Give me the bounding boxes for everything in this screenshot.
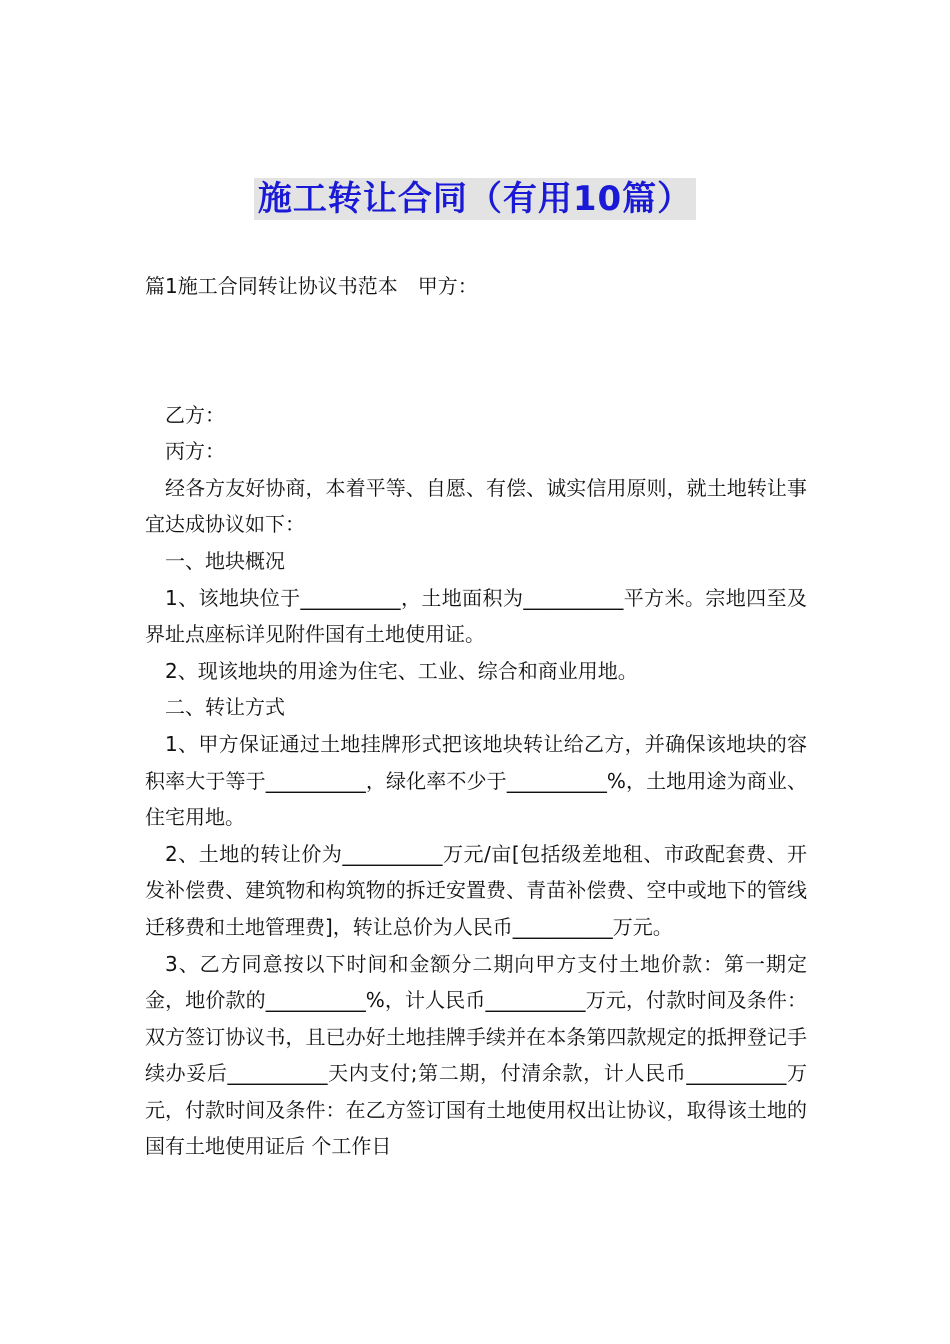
clause-2-2: 2、土地的转让价为__________万元/亩[包括级差地租、市政配套费、开发补偿费、建筑物和构筑物的拆迁安置费、青苗补偿费、空中或地下的管线迁移费和土地管理费]，转让总价为人民币__________万元。 (145, 841, 807, 939)
clause-2-1: 1、甲方保证通过土地挂牌形式把该地块转让给乙方，并确保该地块的容积率大于等于__________，绿化率不少于__________%，土地用途为商业、住宅用地。 (145, 731, 807, 830)
preamble-paragraph: 经各方友好协商，本着平等、自愿、有偿、诚实信用原则，就土地转让事宜达成协议如下： (145, 475, 807, 537)
party-c-line: 丙方： (165, 439, 225, 464)
clause-2-3: 3、乙方同意按以下时间和金额分二期向甲方支付土地价款：第一期定金，地价款的__________%，计人民币__________万元，付款时间及条件：双方签订协议书，且已办好土地挂牌手续并在本条第四款规定的抵押登记手续办妥后__________天内支付;第二期，付清余款，计人民币__________万元，付款时间及条件：在乙方签订国有土地使用权出让协议，取得该土地的国有土地使用证后 个工作日 (145, 951, 807, 1159)
section-one-heading: 一、地块概况 (165, 548, 285, 573)
clause-1-2: 2、现该地块的用途为住宅、工业、综合和商业用地。 (165, 658, 638, 683)
party-b-line: 乙方： (165, 402, 225, 427)
document-body (145, 268, 807, 1165)
clause-1-1: 1、该地块位于__________，土地面积为__________平方米。宗地四至及界址点座标详见附件国有土地使用证。 (145, 585, 807, 647)
document-title: 施工转让合同（有用10篇） (254, 178, 696, 220)
section-heading: 篇1施工合同转让协议书范本 甲方： (145, 274, 478, 298)
title-container (0, 178, 950, 220)
section-two-heading: 二、转让方式 (165, 695, 285, 720)
